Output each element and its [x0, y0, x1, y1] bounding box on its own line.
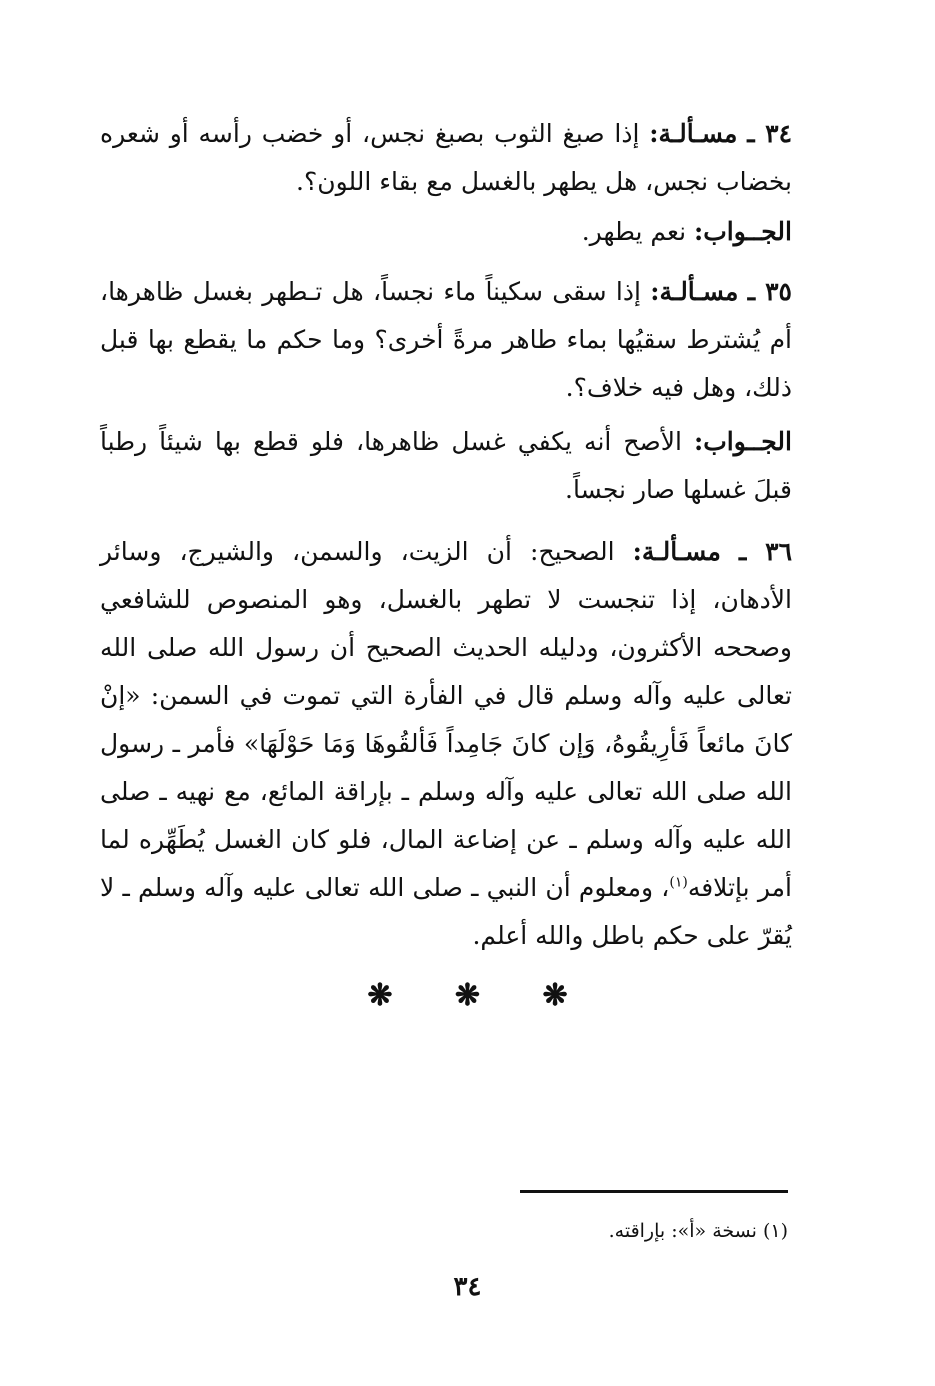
question-label: مسـألـة: — [649, 119, 738, 148]
question-34 — [100, 110, 792, 206]
footnote — [609, 1216, 788, 1246]
asterism-icon: ❋ — [367, 978, 393, 1013]
answer-35 — [100, 418, 792, 514]
page-number: ٣٤ — [453, 1272, 482, 1302]
answer-label: الجــواب: — [694, 217, 792, 246]
question-36 — [100, 528, 792, 960]
page-body — [100, 110, 792, 960]
asterism-icon: ❋ — [454, 978, 481, 1013]
answer-34 — [100, 208, 792, 256]
footnote-text: نسخة «أ»: بإراقته. — [608, 1220, 757, 1242]
footnote-reference[interactable]: (١) — [669, 874, 688, 891]
question-number: ٣٦ ـ — [738, 537, 792, 566]
question-number: ٣٥ ـ — [747, 277, 792, 306]
asterism-icon: ❋ — [542, 978, 568, 1013]
question-text-continued: ، ومعلوم أن النبي ـ صلى الله تعالى عليه وآله وسلم ـ لا يُقرّ على حكم باطل والله أعلم. — [100, 873, 792, 950]
footnote-marker: (١) — [762, 1220, 788, 1242]
answer-text: نعم يطهر. — [581, 217, 687, 246]
question-text: إذا صبغ الثوب بصبغ نجس، أو خضب رأسه أو شعره بخضاب نجس، هل يطهر بالغسل مع بقاء اللون؟. — [100, 119, 792, 196]
section-separator — [0, 978, 935, 1013]
question-number: ٣٤ ـ — [747, 119, 792, 148]
question-label: مسـألـة: — [650, 277, 739, 306]
question-label: مسـألـة: — [632, 537, 721, 566]
question-text: إذا سقى سكيناً ماء نجساً، هل تـطهر بغسل ظاهرها، أم يُشترط سقيُها بماء طاهر مرةً أخرى؟ وما حكم ما يقطع بها قبل ذلك، وهل فيه خلاف؟. — [100, 277, 792, 402]
question-35 — [100, 268, 792, 412]
answer-text: الأصح أنه يكفي غسل ظاهرها، فلو قطع بها شيئاً رطباً قبلَ غسلها صار نجساً. — [100, 427, 792, 504]
question-text: الصحيح: أن الزيت، والسمن، والشيرج، وسائر الأدهان، إذا تنجست لا تطهر بالغسل، وهو المنصوص للشافعي وصححه الأكثرون، ودليله الحديث الصحيح أن رسول الله صلى الله تعالى عليه وآله وسلم قال في الفأرة التي تموت في السمن: «إنْ كانَ مائعاً فَأرِيقُوهُ، وَإن كانَ جَامِداً فَألقُوهَا وَمَا حَوْلَهَا» فأمر ـ رسول الله صلى الله تعالى عليه وآله وسلم ـ بإراقة المائع، مع نهيه ـ صلى الله عليه وآله وسلم ـ عن إضاعة المال، فلو كان الغسل يُطَهِّره لما أمر بإتلافه — [100, 537, 792, 902]
footnote-divider — [520, 1190, 788, 1193]
answer-label: الجــواب: — [694, 427, 792, 456]
